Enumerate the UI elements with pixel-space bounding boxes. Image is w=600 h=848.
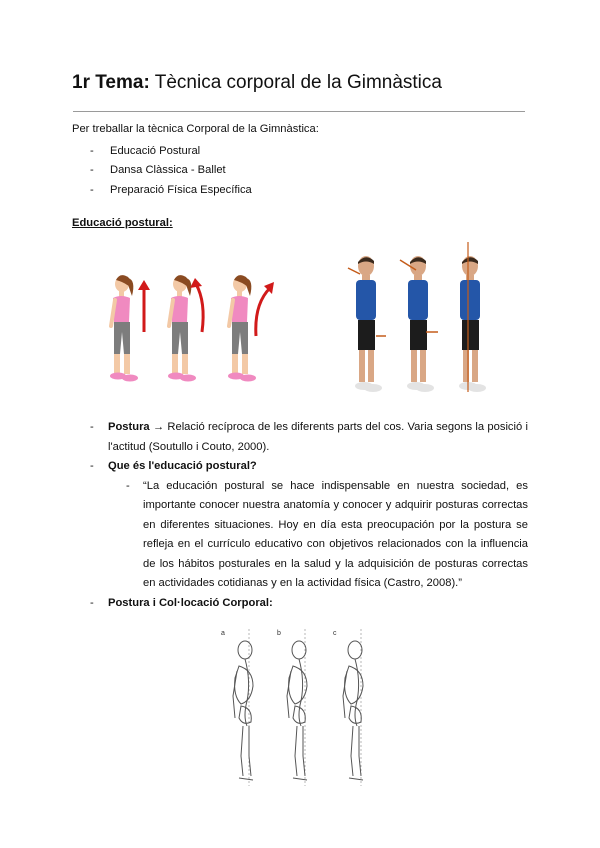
title-divider [73,111,525,112]
sub-list [108,477,528,594]
skeleton-posture-figure [215,624,375,789]
intro-list [90,142,252,200]
page-title [72,72,442,94]
list-item: - Dansa Clàssica - Ballet [90,161,252,180]
term-postura: Postura [108,421,150,433]
main-bullet-list [90,418,528,613]
figure-label-b: b [277,630,281,637]
title-prefix: 1r Tema: [72,72,150,93]
postura-definition: → Relació recíproca de les diferents parts del cos. Varia segons la posició i l'actitud (Soutullo i Couto, 2000). [108,421,528,453]
list-item: - Educació Postural [90,142,252,161]
question-heading: Que és l'educació postural? [108,460,257,472]
curved-arrow-icon [256,288,270,336]
section-heading: Educació postural: [72,217,173,229]
quote-paragraph: - “La educación postural se hace indispensable en nuestra sociedad, es importante conocer nuestra anatomía y conocer y adquirir posturas correctas en diferentes situaciones. Hoy en día esta preocupación por la postura se refleja en el currículo educativo con objetivos relacionados con la influencia de los hábitos posturales en la salud y la adquisición de posturas correctas en actividades cotidianas y en la actividad física (Castro, 2008).” [126,477,528,594]
intro-text: Per treballar la tècnica Corporal de la Gimnàstica: [72,123,319,135]
subsection-heading: Postura i Col·locació Corporal: [108,596,273,609]
figure-label-c: c [333,630,337,637]
posture-girls-figure [98,252,278,394]
posture-men-figure [340,240,500,395]
list-item [90,594,528,614]
curved-arrow-icon [196,284,203,332]
title-text: Tècnica corporal de la Gimnàstica [149,72,442,93]
figure-label-a: a [221,630,225,637]
list-item: - Preparació Física Específica [90,181,252,200]
list-item [90,418,528,457]
list-item [90,457,528,594]
